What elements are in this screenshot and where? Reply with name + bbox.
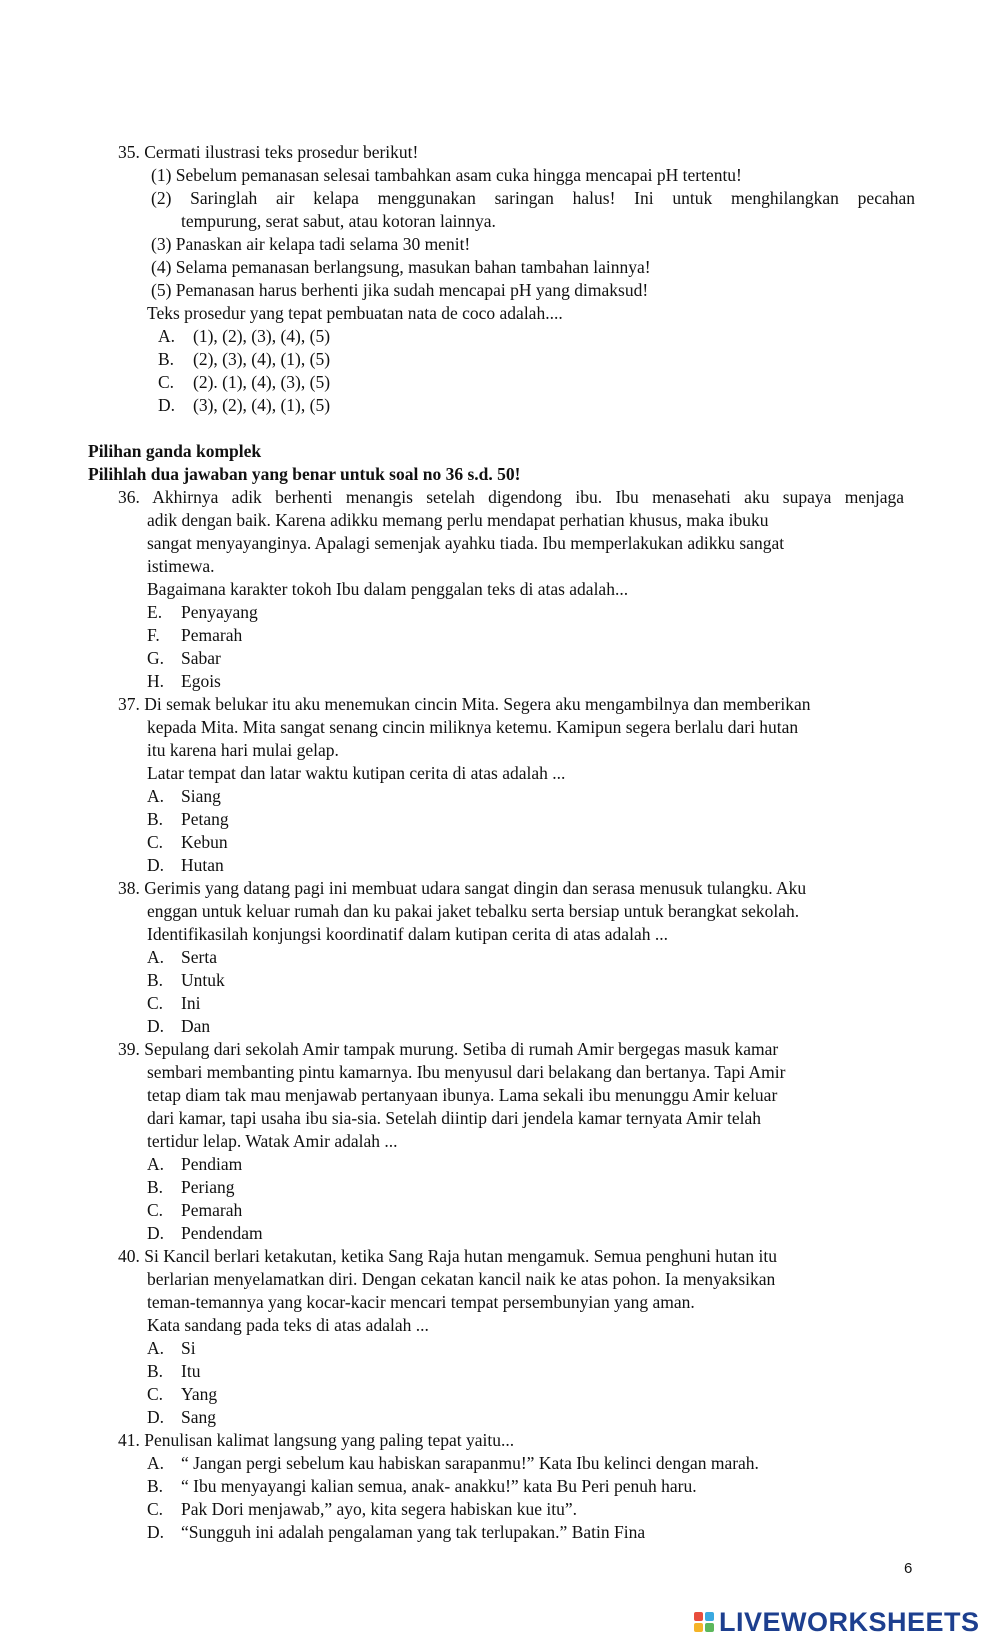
- q37-option-a[interactable]: A. Siang: [147, 786, 221, 806]
- q41-option-b[interactable]: B. “ Ibu menyayangi kalian semua, anak- anakku!” kata Bu Peri penuh haru.: [147, 1476, 697, 1496]
- q41-option-c[interactable]: C. Pak Dori menjawab,” ayo, kita segera habiskan kue itu”.: [147, 1499, 578, 1519]
- q38-option-c[interactable]: C. Ini: [147, 993, 201, 1013]
- q36-line-1: 36. Akhirnya adik berhenti menangis setelah digendong ibu. Ibu menasehati aku supaya menjaga: [118, 487, 904, 507]
- q40-line-2: berlarian menyelamatkan diri. Dengan cekatan kancil naik ke atas pohon. Ia menyaksikan: [147, 1269, 776, 1289]
- q38-line-2: enggan untuk keluar rumah dan ku pakai jaket tebalku serta bersiap untuk berangkat sekolah.: [147, 901, 800, 921]
- logo-square-blue: [705, 1612, 714, 1621]
- q36-line-2: adik dengan baik. Karena adikku memang perlu mendapat perhatian khusus, maka ibuku: [147, 510, 769, 530]
- q35-option-d[interactable]: D. (3), (2), (4), (1), (5): [158, 395, 331, 415]
- page-number: 6: [904, 1560, 913, 1577]
- q35-step-2: (2) Saringlah air kelapa menggunakan saringan halus! Ini untuk menghilangkan pecahan: [151, 188, 915, 208]
- q35-step-4: (4) Selama pemanasan berlangsung, masukan bahan tambahan lainnya!: [151, 257, 651, 277]
- q40-option-a[interactable]: A. Si: [147, 1338, 196, 1358]
- q38-option-a[interactable]: A. Serta: [147, 947, 217, 967]
- q38-option-d[interactable]: D. Dan: [147, 1016, 211, 1036]
- q35-option-b[interactable]: B. (2), (3), (4), (1), (5): [158, 349, 331, 369]
- q39-option-a[interactable]: A. Pendiam: [147, 1154, 243, 1174]
- q36-option-f[interactable]: F. Pemarah: [147, 625, 243, 645]
- q37-option-b[interactable]: B. Petang: [147, 809, 229, 829]
- q37-option-d[interactable]: D. Hutan: [147, 855, 224, 875]
- q35-step-3: (3) Panaskan air kelapa tadi selama 30 menit!: [151, 234, 471, 254]
- q35-step-1: (1) Sebelum pemanasan selesai tambahkan asam cuka hingga mencapai pH tertentu!: [151, 165, 742, 185]
- q38-line-3: Identifikasilah konjungsi koordinatif dalam kutipan cerita di atas adalah ...: [147, 924, 668, 944]
- logo-square-yellow: [694, 1623, 703, 1632]
- q41-stem: 41. Penulisan kalimat langsung yang paling tepat yaitu...: [118, 1430, 515, 1450]
- q36-line-5: Bagaimana karakter tokoh Ibu dalam penggalan teks di atas adalah...: [147, 579, 629, 599]
- q36-option-e[interactable]: E. Penyayang: [147, 602, 258, 622]
- q35-stem: 35. Cermati ilustrasi teks prosedur berikut!: [118, 142, 419, 162]
- q37-line-1: 37. Di semak belukar itu aku menemukan cincin Mita. Segera aku mengambilnya dan memberikan: [118, 694, 811, 714]
- q39-option-c[interactable]: C. Pemarah: [147, 1200, 243, 1220]
- q35-option-a[interactable]: A. (1), (2), (3), (4), (5): [158, 326, 331, 346]
- q35-step-2-cont: tempurung, serat sabut, atau kotoran lainnya.: [181, 211, 496, 231]
- q41-option-d[interactable]: D. “Sungguh ini adalah pengalaman yang tak terlupakan.” Batin Fina: [147, 1522, 646, 1542]
- liveworksheets-logo: [694, 1605, 980, 1639]
- liveworksheets-icon: [694, 1612, 714, 1632]
- section-instruction: Pilihlah dua jawaban yang benar untuk soal no 36 s.d. 50!: [88, 464, 521, 484]
- q39-line-2: sembari membanting pintu kamarnya. Ibu menyusul dari belakang dan bertanya. Tapi Amir: [147, 1062, 786, 1082]
- q40-line-4: Kata sandang pada teks di atas adalah ...: [147, 1315, 429, 1335]
- q41-option-a[interactable]: A. “ Jangan pergi sebelum kau habiskan sarapanmu!” Kata Ibu kelinci dengan marah.: [147, 1453, 759, 1473]
- q39-line-1: 39. Sepulang dari sekolah Amir tampak murung. Setiba di rumah Amir bergegas masuk kamar: [118, 1039, 779, 1059]
- q37-option-c[interactable]: C. Kebun: [147, 832, 228, 852]
- q39-option-d[interactable]: D. Pendendam: [147, 1223, 263, 1243]
- q37-line-3: itu karena hari mulai gelap.: [147, 740, 339, 760]
- logo-square-green: [705, 1623, 714, 1632]
- q39-line-5: tertidur lelap. Watak Amir adalah ...: [147, 1131, 398, 1151]
- q39-line-4: dari kamar, tapi usaha ibu sia-sia. Setelah diintip dari jendela kamar ternyata Amir telah: [147, 1108, 762, 1128]
- section-title: Pilihan ganda komplek: [88, 441, 262, 461]
- q35-question: Teks prosedur yang tepat pembuatan nata de coco adalah....: [147, 303, 563, 323]
- q37-line-4: Latar tempat dan latar waktu kutipan cerita di atas adalah ...: [147, 763, 566, 783]
- q35-step-5: (5) Pemanasan harus berhenti jika sudah mencapai pH yang dimaksud!: [151, 280, 649, 300]
- q40-option-c[interactable]: C. Yang: [147, 1384, 218, 1404]
- q36-line-3: sangat menyayanginya. Apalagi semenjak ayahku tiada. Ibu memperlakukan adikku sangat: [147, 533, 785, 553]
- q40-option-d[interactable]: D. Sang: [147, 1407, 216, 1427]
- liveworksheets-wordmark: LIVEWORKSHEETS: [719, 1606, 980, 1637]
- q39-line-3: tetap diam tak mau menjawab pertanyaan ibunya. Lama sekali ibu menunggu Amir keluar: [147, 1085, 778, 1105]
- q40-line-1: 40. Si Kancil berlari ketakutan, ketika Sang Raja hutan mengamuk. Semua penghuni hutan itu: [118, 1246, 778, 1266]
- q35-option-c[interactable]: C. (2). (1), (4), (3), (5): [158, 372, 331, 392]
- q40-option-b[interactable]: B. Itu: [147, 1361, 201, 1381]
- q36-line-4: istimewa.: [147, 556, 215, 576]
- q37-line-2: kepada Mita. Mita sangat senang cincin miliknya ketemu. Kamipun segera berlalu dari hutan: [147, 717, 799, 737]
- q38-option-b[interactable]: B. Untuk: [147, 970, 225, 990]
- q39-option-b[interactable]: B. Periang: [147, 1177, 235, 1197]
- q38-line-1: 38. Gerimis yang datang pagi ini membuat udara sangat dingin dan serasa menusuk tulangku. Aku: [118, 878, 807, 898]
- q36-option-h[interactable]: H. Egois: [147, 671, 221, 691]
- q36-option-g[interactable]: G. Sabar: [147, 648, 221, 668]
- logo-square-red: [694, 1612, 703, 1621]
- q40-line-3: teman-temannya yang kocar-kacir mencari tempat persembunyian yang aman.: [147, 1292, 695, 1312]
